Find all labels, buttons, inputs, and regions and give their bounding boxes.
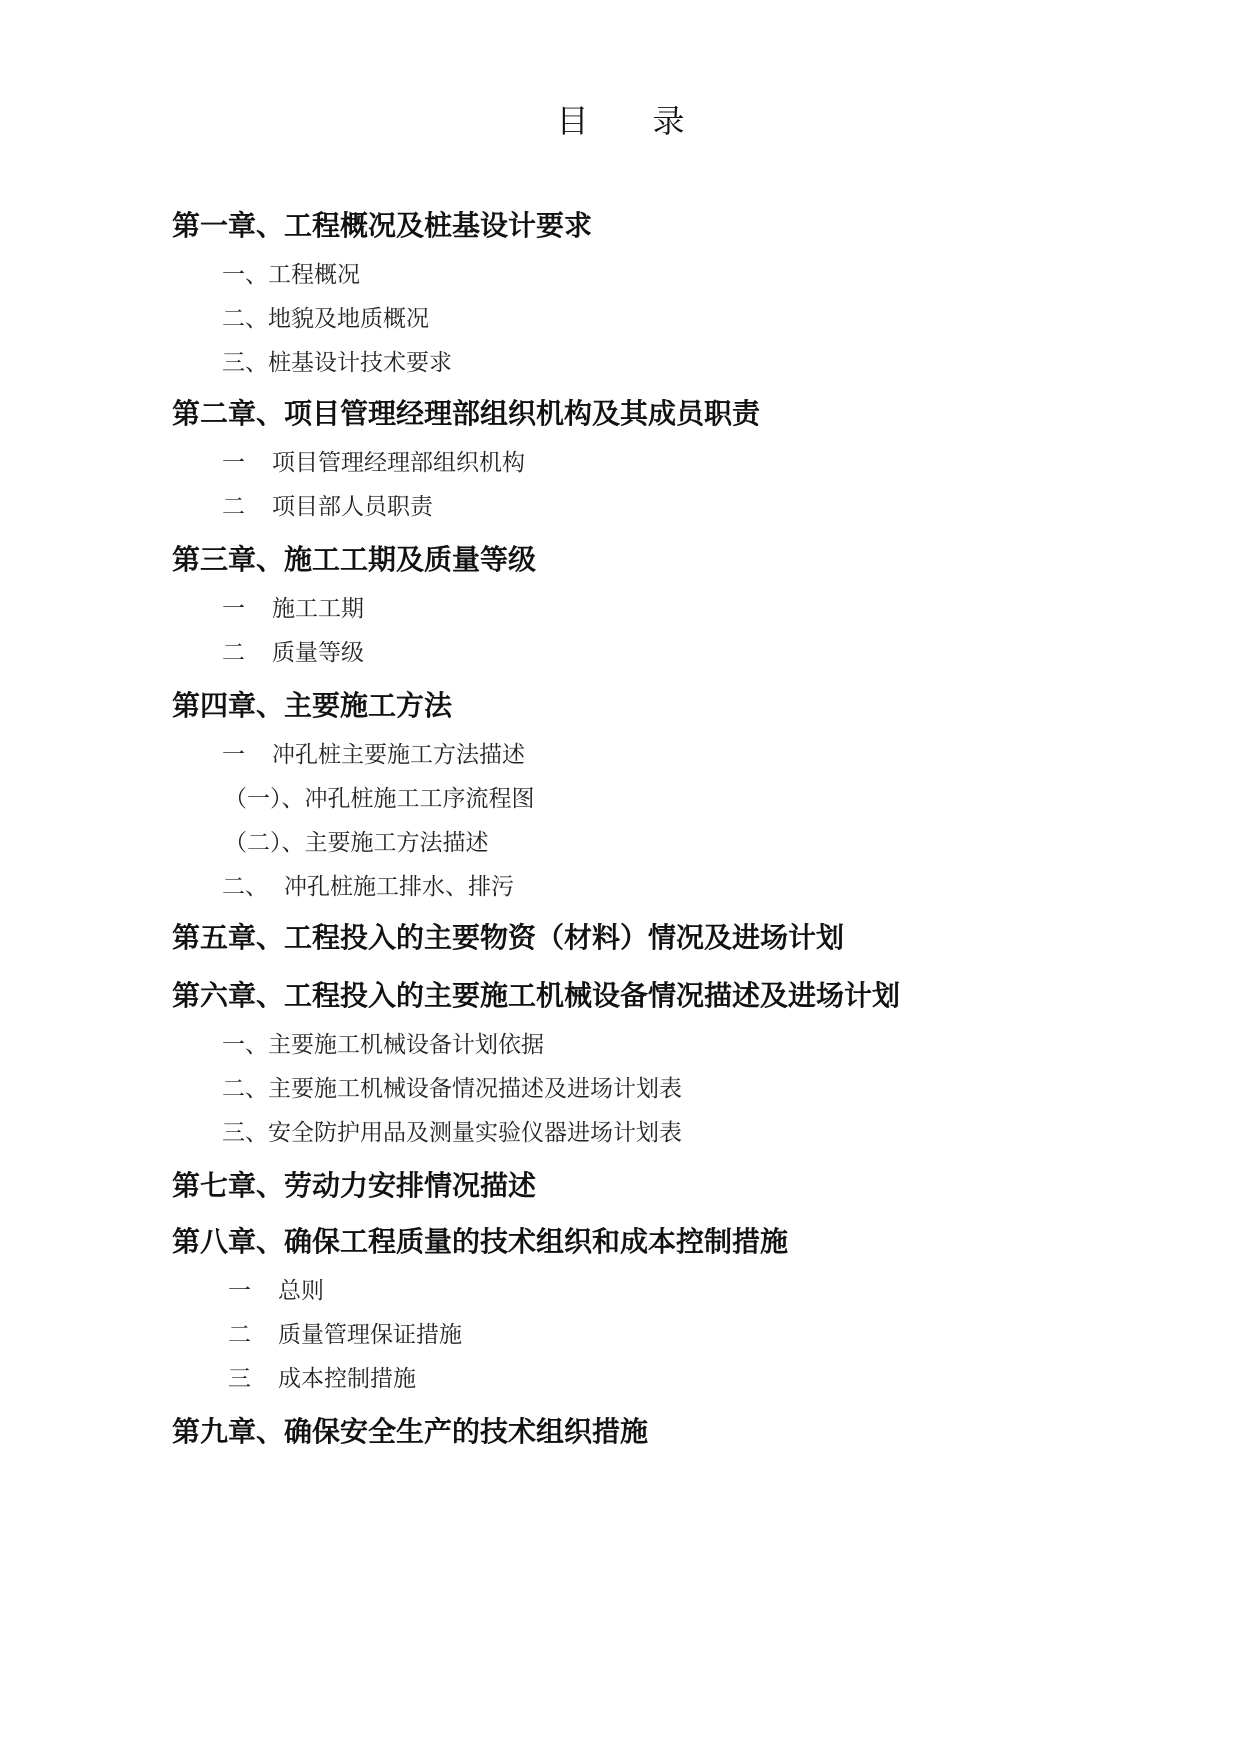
section-marker: 一: [222, 742, 245, 768]
section-marker: 一: [222, 596, 245, 622]
toc-subsection-4-1-1[interactable]: （一）、冲孔桩施工工序流程图: [224, 786, 535, 812]
toc-section-3-1[interactable]: [222, 598, 364, 621]
toc-section-3-2[interactable]: [222, 642, 364, 665]
section-marker: 二: [228, 1322, 251, 1348]
toc-section-8-2[interactable]: [228, 1324, 462, 1347]
toc-section-1-3[interactable]: 三、桩基设计技术要求: [222, 350, 452, 376]
section-marker: 二: [222, 494, 245, 520]
toc-chapter-7[interactable]: 第七章、劳动力安排情况描述: [172, 1169, 537, 1202]
section-text: 项目部人员职责: [272, 494, 433, 520]
toc-chapter-1[interactable]: 第一章、工程概况及桩基设计要求: [172, 209, 593, 242]
toc-section-2-2[interactable]: [222, 496, 433, 519]
toc-section-1-1[interactable]: 一、工程概况: [222, 262, 360, 288]
toc-section-4-1[interactable]: [222, 744, 525, 767]
section-marker: 二、: [222, 874, 268, 900]
toc-section-6-1[interactable]: 一、主要施工机械设备计划依据: [222, 1032, 544, 1058]
toc-chapter-6[interactable]: 第六章、工程投入的主要施工机械设备情况描述及进场计划: [172, 979, 901, 1012]
section-text: 质量等级: [272, 640, 364, 666]
toc-section-6-3[interactable]: 三、安全防护用品及测量实验仪器进场计划表: [222, 1120, 682, 1146]
section-text: 总则: [278, 1278, 324, 1304]
title-char-1: 目: [556, 102, 589, 140]
section-text: 质量管理保证措施: [278, 1322, 462, 1348]
toc-section-6-2[interactable]: 二、主要施工机械设备情况描述及进场计划表: [222, 1076, 682, 1102]
section-marker: 一: [222, 450, 245, 476]
toc-chapter-8[interactable]: 第八章、确保工程质量的技术组织和成本控制措施: [172, 1225, 789, 1258]
toc-section-8-1[interactable]: [228, 1280, 324, 1303]
section-text: 项目管理经理部组织机构: [272, 450, 525, 476]
toc-chapter-2[interactable]: 第二章、项目管理经理部组织机构及其成员职责: [172, 397, 761, 430]
section-text: 冲孔桩主要施工方法描述: [272, 742, 525, 768]
toc-subsection-4-1-2[interactable]: （二）、主要施工方法描述: [224, 830, 489, 856]
toc-section-8-3[interactable]: [228, 1368, 416, 1391]
toc-chapter-3[interactable]: 第三章、施工工期及质量等级: [172, 543, 537, 576]
toc-chapter-9[interactable]: 第九章、确保安全生产的技术组织措施: [172, 1415, 649, 1448]
toc-section-4-2[interactable]: [222, 876, 514, 899]
section-marker: 二: [222, 640, 245, 666]
section-text: 冲孔桩施工排水、排污: [284, 874, 514, 900]
title-char-2: 录: [652, 102, 685, 140]
toc-section-1-2[interactable]: 二、地貌及地质概况: [222, 306, 429, 332]
section-text: 成本控制措施: [278, 1366, 416, 1392]
toc-section-2-1[interactable]: [222, 452, 525, 475]
section-marker: 一: [228, 1278, 251, 1304]
section-text: 施工工期: [272, 596, 364, 622]
toc-chapter-4[interactable]: 第四章、主要施工方法: [172, 689, 453, 722]
toc-chapter-5[interactable]: 第五章、工程投入的主要物资（材料）情况及进场计划: [172, 921, 845, 954]
section-marker: 三: [228, 1366, 251, 1392]
